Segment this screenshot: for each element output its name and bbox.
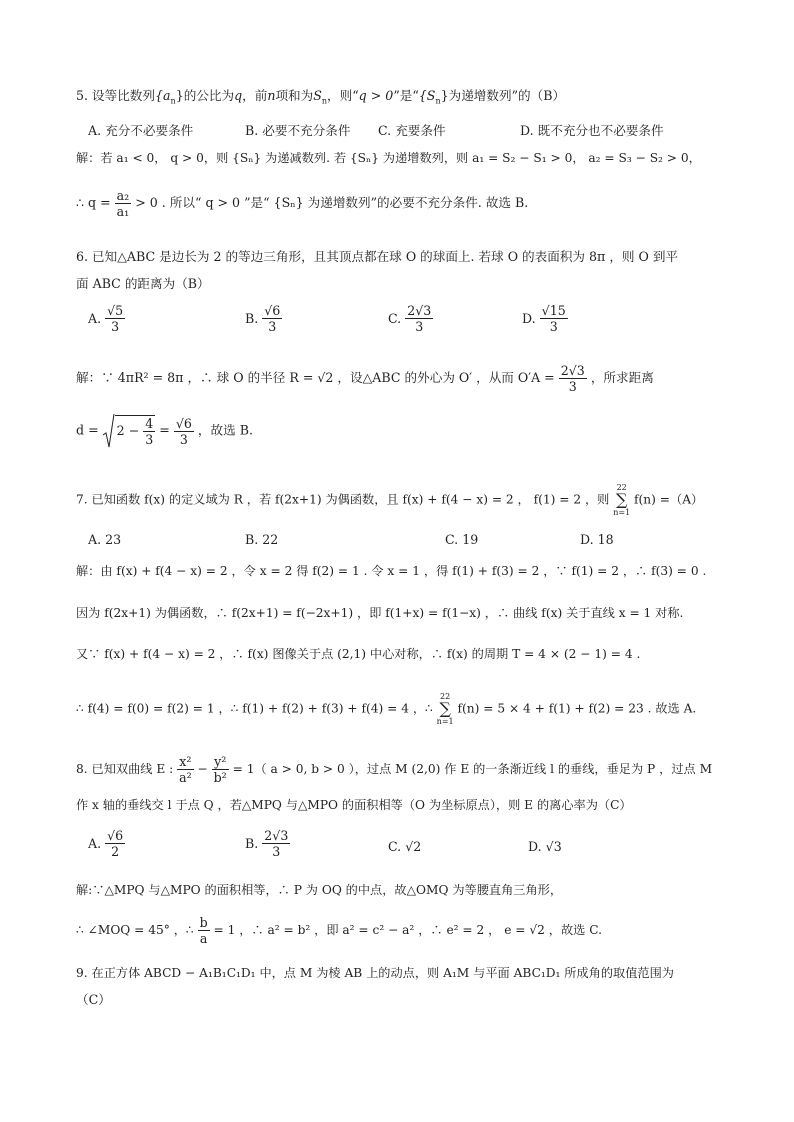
q6-radical: 2 − $\frac{4}{3}$ <box>103 413 156 449</box>
q6-option-c: C. $\frac{2√3}{3}$ <box>388 303 432 334</box>
q7-stem: 7. 已知函数 f(x) 的定义域为 R ，若 f(2x+1) 为偶函数，且 f(x) + f(4 − x) = 2 ， f(1) = 2 ，则 22 ∑ n=1 f(n) =（A） <box>76 483 704 517</box>
q9-stem-line2: （C） <box>76 992 111 1007</box>
summation-icon: 22 ∑ n=1 <box>613 483 631 517</box>
q7-option-c: C. 19 <box>445 532 479 547</box>
q5-option-d: D. 既不充分也不必要条件 <box>520 123 664 138</box>
q7-option-a: A. 23 <box>88 532 122 547</box>
q5-option-a: A. 充分不必要条件 <box>88 123 194 138</box>
q7-solution-line4: ∴ f(4) = f(0) = f(2) = 1 ，∴ f(1) + f(2) + f(3) + f(4) = 4 ，∴ 22 ∑ n=1 f(n) = 5 × 4 + f(1) + f(2) = 23 . 故选 A. <box>76 692 697 726</box>
q7-solution-line2: 因为 f(2x+1) 为偶函数，∴ f(2x+1) = f(−2x+1) ，即 f(1+x) = f(1−x) ，∴ 曲线 f(x) 关于直线 x = 1 对称. <box>76 606 684 620</box>
q6-option-d: D. $\frac{√15}{3}$ <box>522 303 566 334</box>
q9-stem-line1: 9. 在正方体 ABCD − A₁B₁C₁D₁ 中，点 M 为棱 AB 上的动点，则 A₁M 与平面 ABC₁D₁ 所成角的取值范围为 <box>76 966 674 980</box>
q6-stem-line2: 面 ABC 的距离为（B） <box>76 276 210 291</box>
q8-stem-line2: 作 x 轴的垂线交 l 于点 Q ，若△MPQ 与△MPO 的面积相等（O 为坐标原点），则 E 的离心率为（C） <box>76 798 632 812</box>
q5-option-b: B. 必要不充分条件 <box>245 123 351 138</box>
q5-solution-line2: ∴ q = $\frac{\text{a₂}}{\text{a₁}}$ > 0 . 所以“ q > 0 ”是“ {Sₙ} 为递增数列”的必要不充分条件. 故选 B. <box>76 188 529 219</box>
q8-option-a: A. $\frac{√6}{2}$ <box>88 828 124 859</box>
q6-stem-line1: 6. 已知△ABC 是边长为 2 的等边三角形，且其顶点都在球 O 的球面上. 若球 O 的表面积为 8π ，则 O 到平 <box>76 249 679 264</box>
q8-option-c: C. √2 <box>388 839 422 854</box>
q7-solution-line1: 解：由 f(x) + f(4 − x) = 2 ，令 x = 2 得 f(2) = 1 . 令 x = 1 ，得 f(1) + f(3) = 2 ，∵ f(1) = 2 ，∴ f(3) = 0 . <box>76 564 707 578</box>
q6-option-b: B. $\frac{√6}{3}$ <box>245 303 281 334</box>
q6-solution-line2: d = 2 − $\frac{4}{3}$ = $\frac{√6}{3}$ ，故选 B. <box>76 413 253 449</box>
q8-solution-line2: ∴ ∠MOQ = 45° ，∴ $\frac{b}{a}$ = 1 ，∴ a² = b² ，即 a² = c² − a² ，∴ e² = 2 ， e = √2 ，故选 C. <box>76 915 602 946</box>
q6-solution-line1: 解：∵ 4πR² = 8π ，∴ 球 O 的半径 R = √2 ，设△ABC 的外心为 O′ ，从而 O′A = $\frac{2√3}{3}$ ，所求距离 <box>76 363 654 394</box>
q5-fraction: $\frac{\text{a₂}}{\text{a₁}}$ <box>116 188 130 219</box>
radical-sign-icon <box>103 413 115 449</box>
q7-option-b: B. 22 <box>245 532 279 547</box>
q8-option-b: B. $\frac{2√3}{3}$ <box>245 828 289 859</box>
q8-stem-line1: 8. 已知双曲线 E : $\frac{\text{x²}}{\text{a²}}$ − $\frac{\text{y²}}{\text{b²}}$ = 1（ a > 0, b > 0 ），过点 M (2,0) 作 E 的一条渐近线 l 的垂线，垂足为 P ，过点 M <box>76 754 713 785</box>
q5-stem: 5. 设等比数列$\{a_n\}$的公比为q，前n项和为$S_n$，则“q > 0”是“$\{S_n\}$为递增数列”的（B） <box>76 88 566 106</box>
q5-solution-line1: 解：若 a₁ < 0， q > 0，则 {Sₙ} 为递减数列. 若 {Sₙ} 为递增数列，则 a₁ = S₂ − S₁ > 0， a₂ = S₃ − S₂ > 0， <box>76 151 701 165</box>
q6-option-a: A. $\frac{√5}{3}$ <box>88 303 124 334</box>
q7-option-d: D. 18 <box>580 532 614 547</box>
q5-option-c: C. 充要条件 <box>378 123 446 138</box>
q8-solution-line1: 解:∵△MPQ 与△MPO 的面积相等，∴ P 为 OQ 的中点，故△OMQ 为等腰直角三角形， <box>76 883 563 897</box>
q8-option-d: D. √3 <box>528 839 562 854</box>
summation-icon: 22 ∑ n=1 <box>436 692 454 726</box>
q7-solution-line3: 又∵ f(x) + f(4 − x) = 2 ，∴ f(x) 图像关于点 (2,1) 中心对称，∴ f(x) 的周期 T = 4 × (2 − 1) = 4 . <box>76 647 641 661</box>
